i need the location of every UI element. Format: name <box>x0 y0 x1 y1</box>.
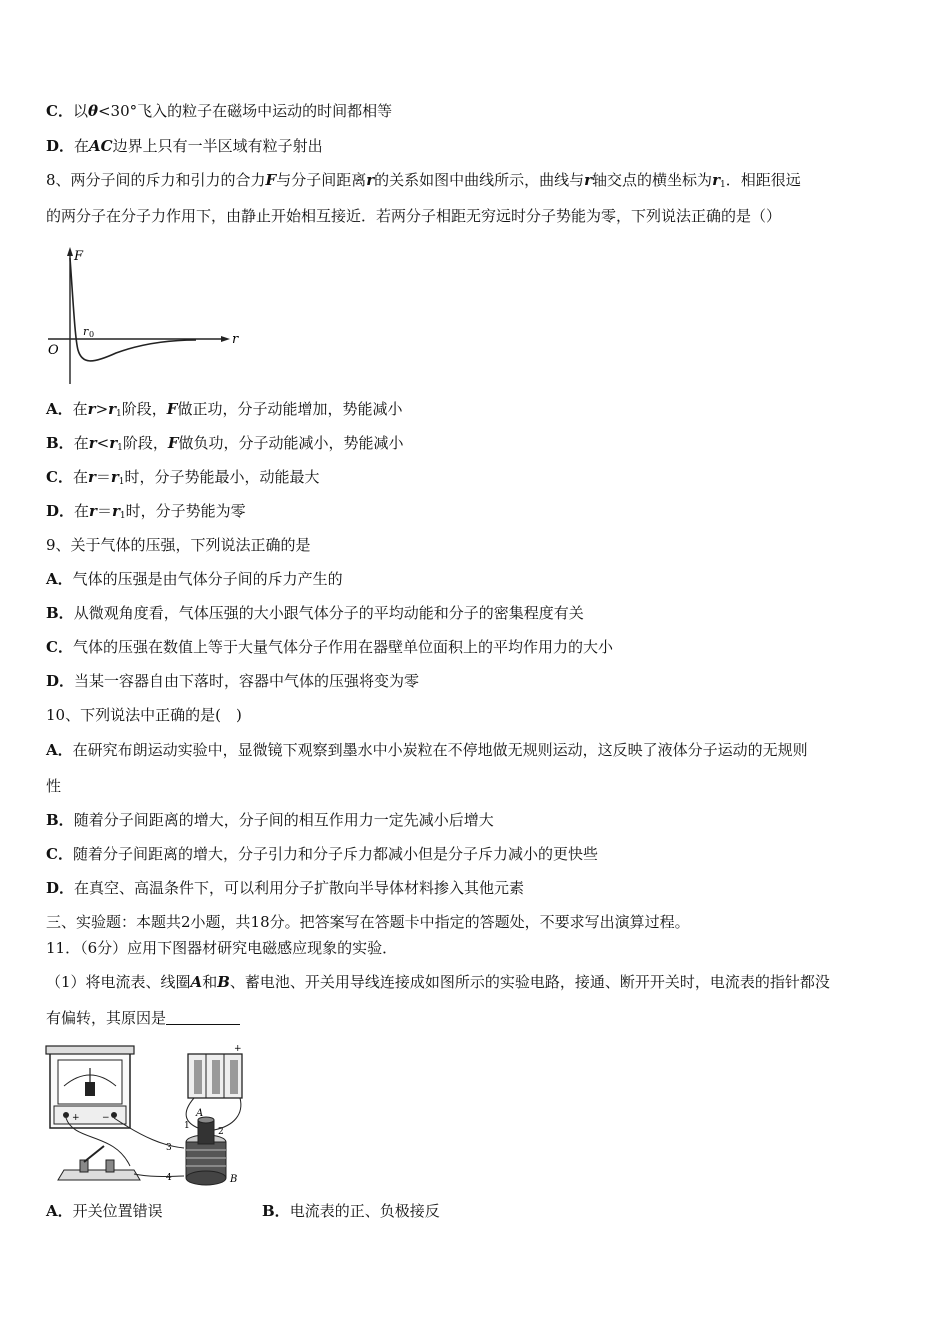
svg-text:1: 1 <box>184 1121 190 1131</box>
svg-text:A: A <box>196 1108 204 1119</box>
q8-stem-line1: 8、两分子间的斥力和引力的合力F与分子间距离r的关系如图中曲线所示，曲线与r轴交点的横坐标为$r_1$．相距很远 <box>46 171 801 190</box>
q10-stem: 10、下列说法中正确的是( ) <box>46 706 242 724</box>
r-axis-label: r <box>232 332 239 347</box>
q11-part1-line1: （1）将电流表、线圈A和B、蓄电池、开关用导线连接成如图所示的实验电路，接通、断开开关时，电流表的指针都没 <box>46 973 830 991</box>
q10-option-c: C．随着分子间距离的增大，分子引力和分子斥力都减小但是分子斥力减小的更快些 <box>46 845 598 863</box>
switch <box>58 1146 140 1180</box>
q9-stem: 9、关于气体的压强，下列说法正确的是 <box>46 536 311 554</box>
battery <box>188 1044 242 1098</box>
origin-label: O <box>48 343 59 358</box>
r0-sub-label: 0 <box>89 330 95 339</box>
svg-text:B: B <box>230 1174 238 1185</box>
svg-text:+: + <box>72 1113 80 1123</box>
section-3-heading: 三、实验题：本题共2小题，共18分。把答案写在答题卡中指定的答题处，不要求写出演算过程。 <box>46 913 690 931</box>
q9-option-c: C．气体的压强在数值上等于大量气体分子作用在器壁单位面积上的平均作用力的大小 <box>46 638 613 656</box>
q10-option-a: A．在研究布朗运动实验中，显微镜下观察到墨水中小炭粒在不停地做无规则运动，这反映了液体分子运动的无规则 <box>46 741 808 759</box>
force-curve <box>70 258 196 361</box>
q11-option-a: A．开关位置错误 <box>46 1202 163 1220</box>
q8-option-a: A．在$r>r_1$阶段，F做正功，分子动能增加，势能减小 <box>46 400 403 419</box>
q8-option-c: C．在$r=r_1$时，分子势能最小，动能最大 <box>46 468 320 487</box>
f-axis-label: F <box>74 249 84 264</box>
q8-stem-line2: 的两分子在分子力作用下，由静止开始相互接近．若两分子相距无穷远时分子势能为零，下列说法正确的是（） <box>46 207 782 225</box>
svg-text:3: 3 <box>166 1143 172 1153</box>
svg-text:4: 4 <box>166 1173 172 1183</box>
answer-blank[interactable] <box>166 1010 240 1025</box>
coil-a <box>198 1117 214 1144</box>
f-axis-arrow <box>67 247 73 256</box>
q7-option-c: C．以θ<30°飞入的粒子在磁场中运动的时间都相等 <box>46 102 393 120</box>
force-distance-graph <box>46 244 246 386</box>
svg-text:+: + <box>234 1044 242 1054</box>
svg-text:−: − <box>102 1113 110 1123</box>
r-axis-arrow <box>221 336 230 342</box>
svg-text:2: 2 <box>218 1127 224 1137</box>
q8-option-d: D．在$r=r_1$时，分子势能为零 <box>46 502 246 521</box>
q10-option-a-continued: 性 <box>46 777 62 795</box>
q9-option-b: B．从微观角度看，气体压强的大小跟气体分子的平均动能和分子的密集程度有关 <box>46 604 584 622</box>
q11-part1-line2: 有偏转，其原因是 <box>46 1008 240 1028</box>
q10-option-d: D．在真空、高温条件下，可以利用分子扩散向半导体材料掺入其他元素 <box>46 879 525 897</box>
induction-circuit-figure <box>44 1042 254 1192</box>
q11-stem: 11．（6分）应用下图器材研究电磁感应现象的实验． <box>46 939 398 957</box>
galvanometer <box>46 1046 134 1128</box>
q7-option-d: D．在AC边界上只有一半区域有粒子射出 <box>46 137 323 155</box>
q8-option-b: B．在$r<r_1$阶段，F做负功，分子动能减小，势能减小 <box>46 434 404 453</box>
q10-option-b: B．随着分子间距离的增大，分子间的相互作用力一定先减小后增大 <box>46 811 494 829</box>
q11-option-b: B．电流表的正、负极接反 <box>262 1202 440 1220</box>
r0-label: r <box>83 325 89 338</box>
q9-option-a: A．气体的压强是由气体分子间的斥力产生的 <box>46 570 343 588</box>
q9-option-d: D．当某一容器自由下落时，容器中气体的压强将变为零 <box>46 672 420 690</box>
